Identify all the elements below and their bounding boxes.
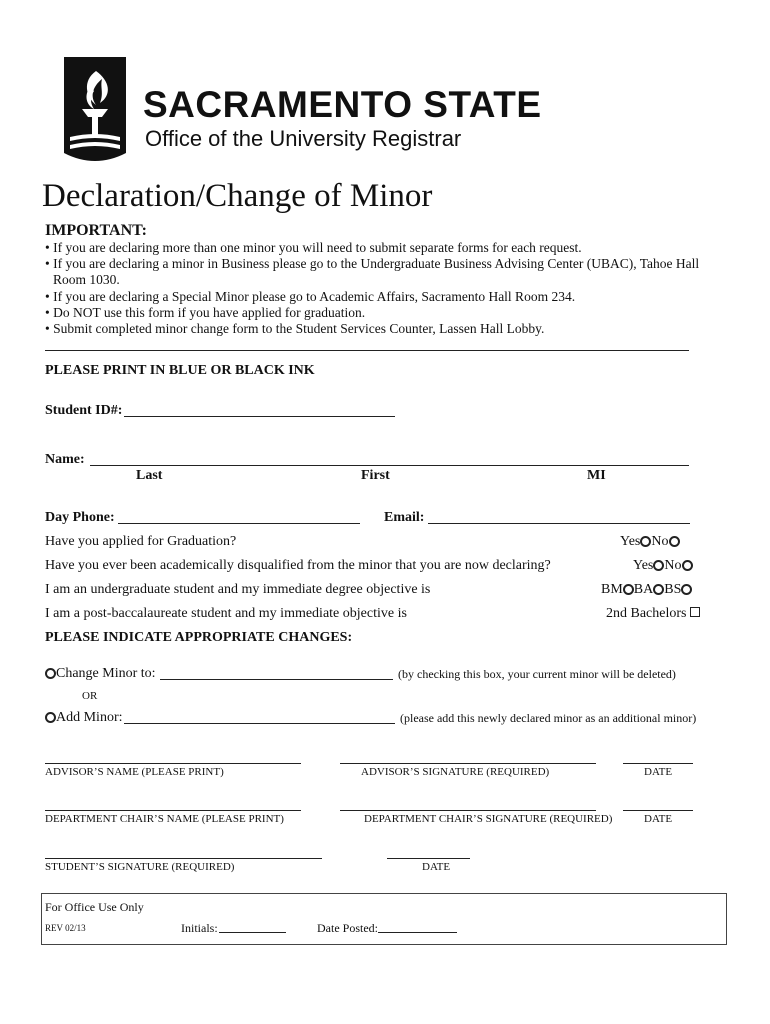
changes-heading: PLEASE INDICATE APPROPRIATE CHANGES: [45,630,353,645]
second-bachelors-label: 2nd Bachelors [606,606,687,621]
change-minor-radio[interactable] [45,668,56,679]
bs-label: BS [664,582,682,597]
name-field[interactable] [90,465,689,466]
advisor-name-label: ADVISOR’S NAME (PLEASE PRINT) [45,766,224,778]
name-label: Name: [45,452,85,467]
initials-label: Initials: [181,921,218,935]
student-date-line[interactable] [387,858,470,859]
form-title: Declaration/Change of Minor [42,178,433,214]
student-signature-line[interactable] [45,858,322,859]
important-heading: IMPORTANT: [45,222,147,239]
chair-name-line[interactable] [45,810,301,811]
important-bullet: • If you are declaring more than one minor you will need to submit separate forms for each request. [45,240,582,255]
important-bullet: • If you are declaring a Special Minor please go to Academic Affairs, Sacramento Hall Room 234. [45,289,576,304]
degree-options [601,582,692,598]
yes-label: Yes [633,558,654,573]
no-label: No [651,534,669,549]
student-id-label: Student ID#: [45,403,123,418]
ba-radio[interactable] [653,584,664,595]
undergrad-statement: I am an undergraduate student and my immediate degree objective is [45,582,431,597]
important-bullet: • Submit completed minor change form to the Student Services Counter, Lassen Hall Lobby. [45,321,545,336]
change-minor-field[interactable] [160,679,393,680]
advisor-date-line[interactable] [623,763,693,764]
brand-subtitle: Office of the University Registrar [145,126,462,151]
chair-date-label: DATE [644,813,673,825]
important-bullet: • If you are declaring a minor in Business please go to the Undergraduate Business Advising Center (UBAC), Tahoe Hall [45,256,700,271]
graduation-question: Have you applied for Graduation? [45,534,237,549]
office-use-heading: For Office Use Only [45,900,144,914]
change-minor-note: (by checking this box, your current minor will be deleted) [398,667,676,681]
revision-label: REV 02/13 [45,923,86,933]
postbacc-statement: I am a post-baccalaureate student and my immediate objective is [45,606,407,621]
email-field[interactable] [428,523,690,524]
change-minor-label: Change Minor to: [56,666,156,681]
bm-label: BM [601,582,623,597]
add-minor-row [45,710,123,726]
brand-title: SACRAMENTO STATE [143,84,542,125]
student-date-label: DATE [422,861,451,873]
day-phone-label: Day Phone: [45,510,115,525]
add-minor-note: (please add this newly declared minor as an additional minor) [400,711,697,725]
student-id-field[interactable] [124,416,395,417]
date-posted-label: Date Posted: [317,921,378,935]
disqualified-no-radio[interactable] [682,560,693,571]
add-minor-field[interactable] [124,723,395,724]
add-minor-radio[interactable] [45,712,56,723]
name-last-label: Last [136,468,163,483]
name-mi-label: MI [587,468,606,483]
second-bachelors-option [606,606,700,622]
chair-signature-line[interactable] [340,810,596,811]
advisor-signature-line[interactable] [340,763,596,764]
print-notice: PLEASE PRINT IN BLUE OR BLACK INK [45,363,315,378]
student-signature-label: STUDENT’S SIGNATURE (REQUIRED) [45,861,235,873]
important-bullet: • Do NOT use this form if you have applied for graduation. [45,305,366,320]
second-bachelors-checkbox[interactable] [690,607,700,617]
date-posted-field[interactable] [378,932,457,933]
disqualified-yes-radio[interactable] [653,560,664,571]
advisor-date-label: DATE [644,766,673,778]
bs-radio[interactable] [681,584,692,595]
name-first-label: First [361,468,390,483]
disqualified-options [633,558,693,574]
initials-field[interactable] [219,932,286,933]
add-minor-label: Add Minor: [56,710,123,725]
graduation-no-radio[interactable] [669,536,680,547]
chair-name-label: DEPARTMENT CHAIR’S NAME (PLEASE PRINT) [45,813,284,825]
change-minor-row [45,666,156,682]
important-bullet: Room 1030. [53,272,120,287]
yes-label: Yes [620,534,641,549]
day-phone-field[interactable] [118,523,360,524]
chair-date-line[interactable] [623,810,693,811]
email-label: Email: [384,510,425,525]
disqualified-question: Have you ever been academically disqualified from the minor that you are now declaring? [45,558,551,573]
office-use-box [41,893,727,945]
bm-radio[interactable] [623,584,634,595]
divider [45,350,689,351]
advisor-name-line[interactable] [45,763,301,764]
no-label: No [664,558,682,573]
advisor-signature-label: ADVISOR’S SIGNATURE (REQUIRED) [361,766,550,778]
graduation-options [620,534,680,550]
sacramento-state-torch-logo [60,57,130,169]
ba-label: BA [633,582,654,597]
or-label: OR [82,690,98,702]
chair-signature-label: DEPARTMENT CHAIR’S SIGNATURE (REQUIRED) [364,813,613,825]
graduation-yes-radio[interactable] [640,536,651,547]
